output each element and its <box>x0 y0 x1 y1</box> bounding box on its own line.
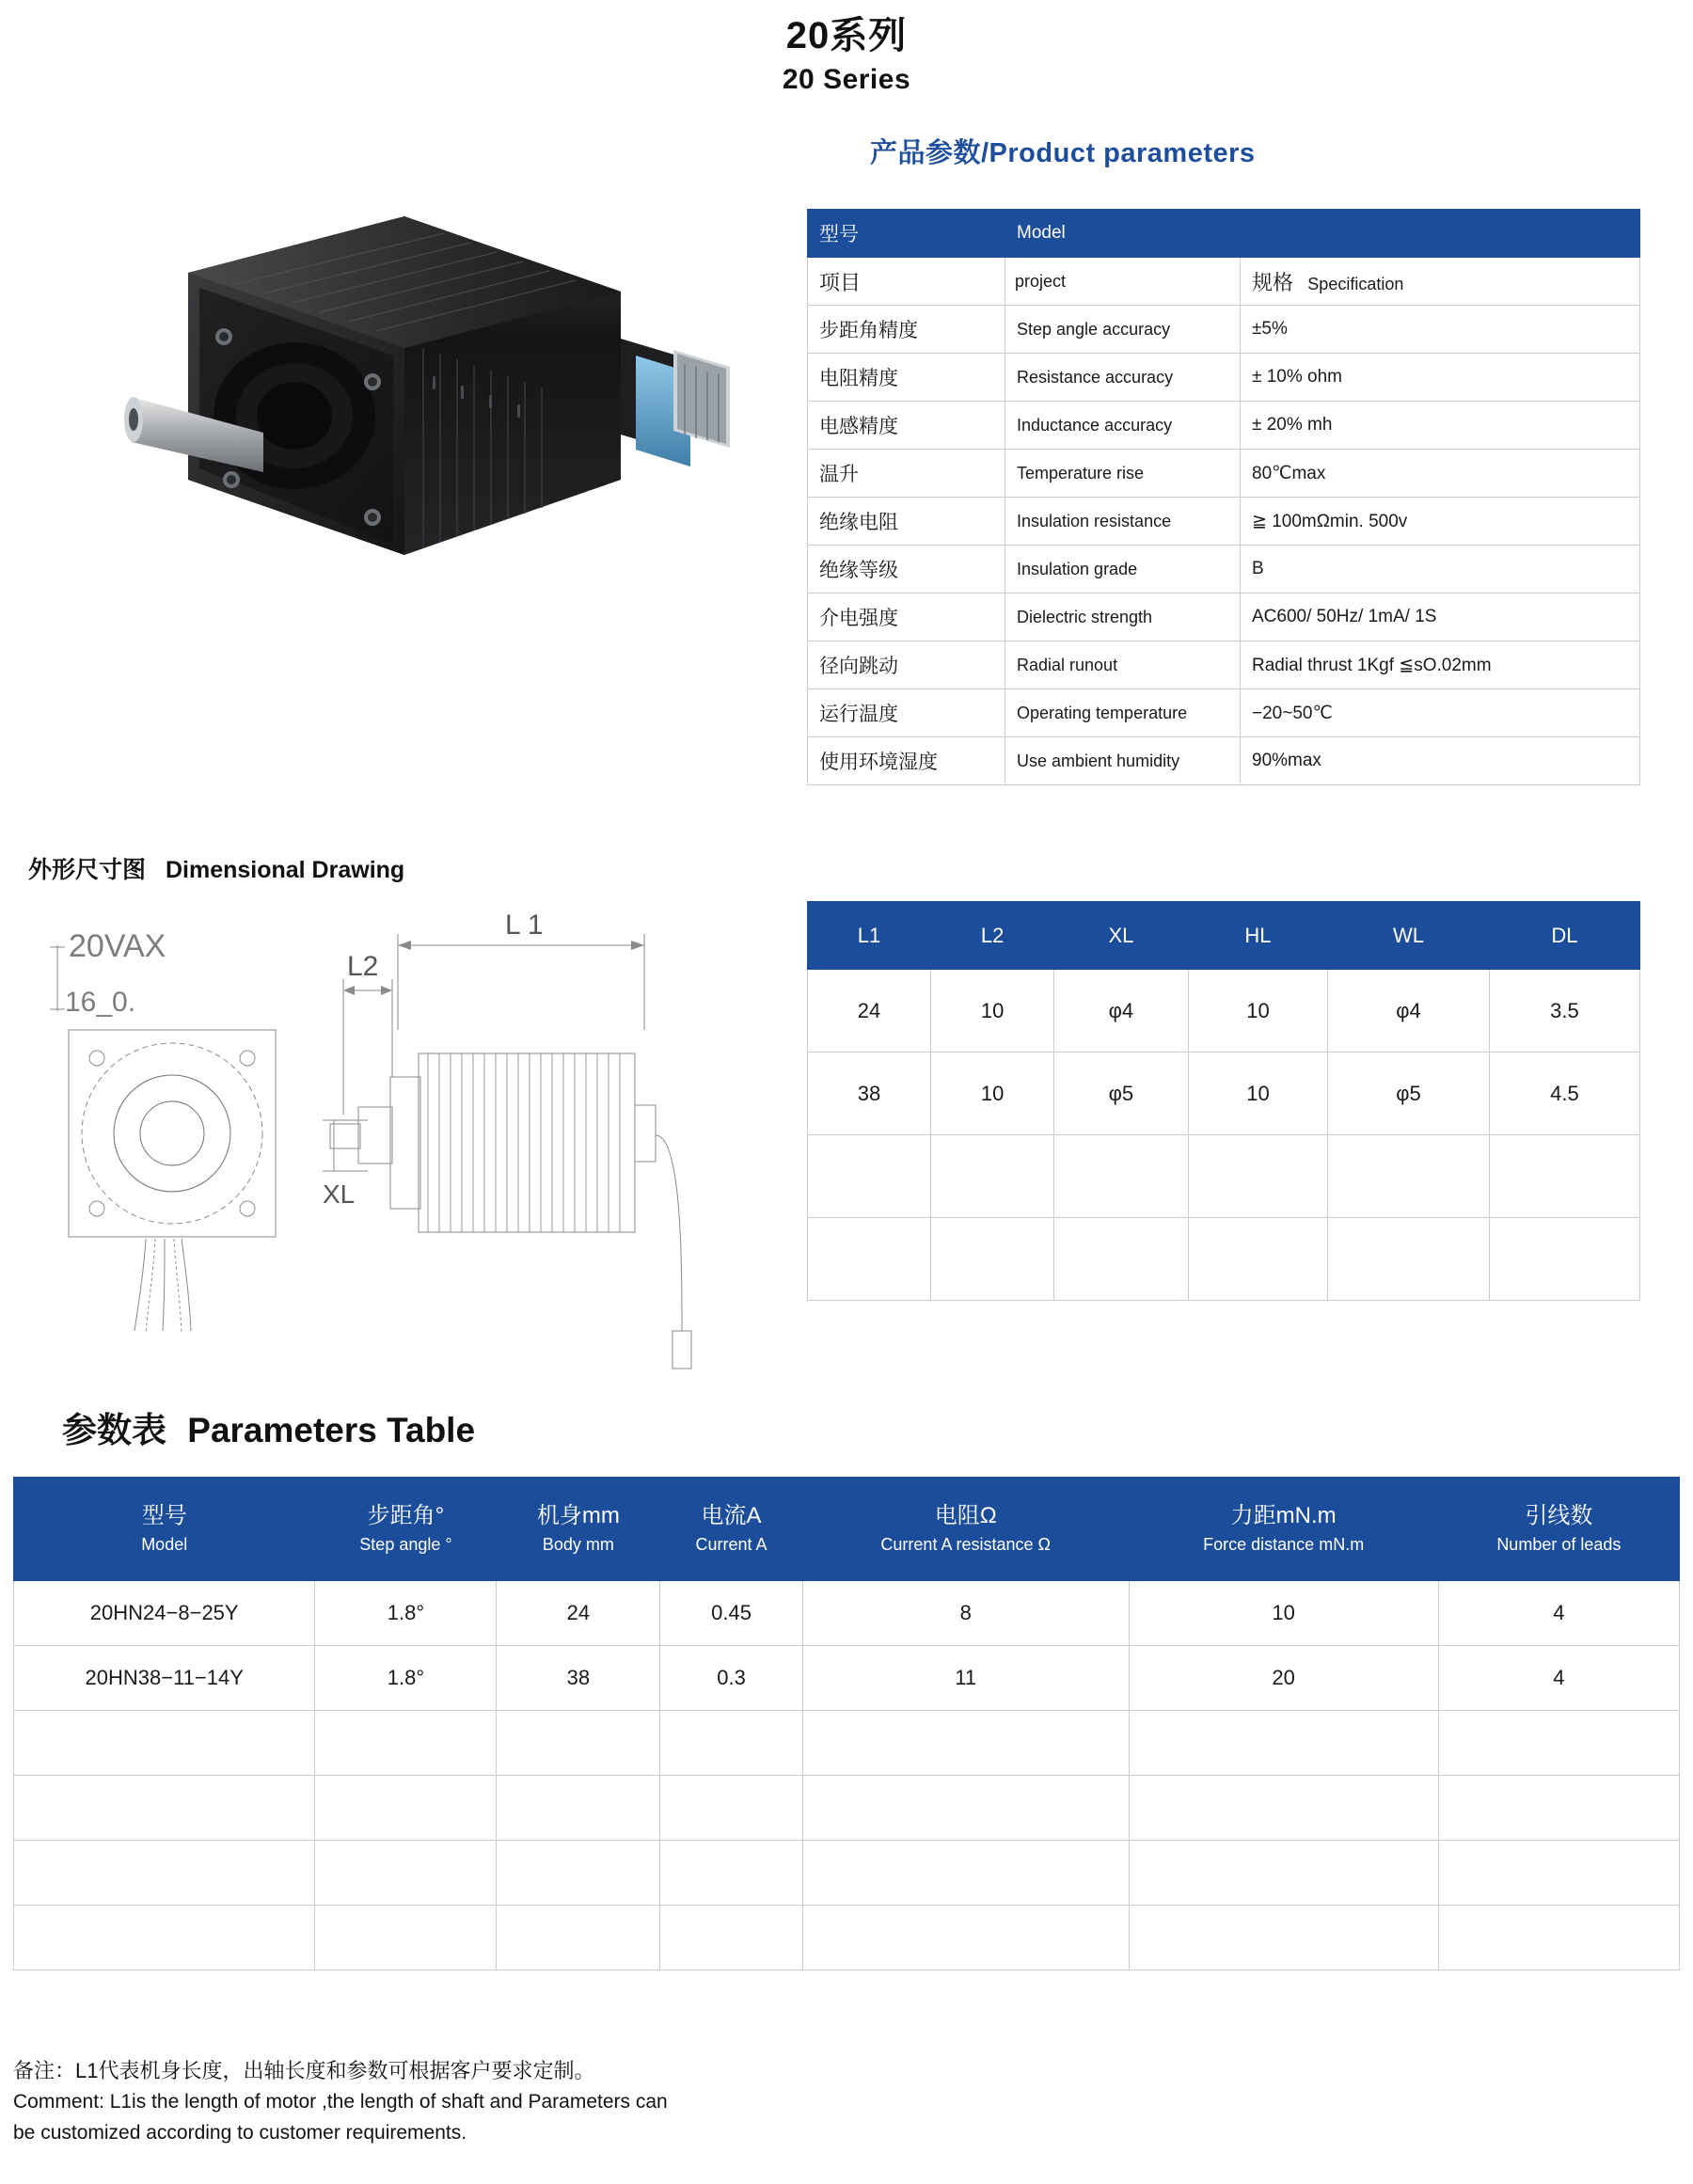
param-header-resistance <box>802 1478 1129 1581</box>
param-r4-c0 <box>14 1841 315 1906</box>
param-header-step-angle-en: Step angle ° <box>359 1534 452 1554</box>
dimensional-drawing <box>24 889 795 1397</box>
dim-r1-c1: 10 <box>931 1052 1054 1135</box>
footer-note-en-line2: be customized according to customer requirements. <box>13 2121 467 2144</box>
param-r4-c6 <box>1438 1841 1679 1906</box>
param-header-leads <box>1438 1478 1679 1581</box>
table-row <box>14 1646 1680 1711</box>
param-header-current-cn: 电流A <box>701 1502 762 1528</box>
param-r1-c5: 20 <box>1129 1646 1438 1711</box>
drawing-label-l1: L 1 <box>505 910 544 941</box>
spec-header-model-cn: 型号 <box>808 210 1005 258</box>
dim-r1-c0: 38 <box>808 1052 931 1135</box>
dim-r3-c1 <box>931 1218 1054 1301</box>
table-row <box>808 593 1640 641</box>
table-row <box>14 1906 1680 1970</box>
spec-row-3-en: Inductance accuracy <box>1005 402 1241 450</box>
param-header-resistance-cn: 电阻Ω <box>934 1502 997 1528</box>
param-r4-c4 <box>802 1841 1129 1906</box>
spec-row-9-value: −20~50℃ <box>1241 689 1640 737</box>
param-r0-c2: 24 <box>497 1581 660 1646</box>
dim-r0-c5: 3.5 <box>1489 970 1639 1052</box>
dim-r0-c4: φ4 <box>1328 970 1490 1052</box>
dim-r2-c1 <box>931 1135 1054 1218</box>
product-photo <box>94 198 809 602</box>
param-r2-c5 <box>1129 1711 1438 1776</box>
param-header-body-en: Body mm <box>542 1534 614 1554</box>
table-row <box>808 1135 1640 1218</box>
param-r0-c5: 10 <box>1129 1581 1438 1646</box>
spec-row-2-cn: 电阻精度 <box>808 354 1005 402</box>
dimension-table <box>807 901 1640 1301</box>
dim-r0-c0: 24 <box>808 970 931 1052</box>
param-r5-c6 <box>1438 1906 1679 1970</box>
param-r1-c4: 11 <box>802 1646 1129 1711</box>
table-row <box>808 498 1640 546</box>
table-row <box>808 1052 1640 1135</box>
spec-row-6-value: B <box>1241 546 1640 593</box>
param-header-step-angle <box>315 1478 497 1581</box>
footer-note <box>13 2055 1236 2148</box>
dim-header-xl: XL <box>1054 902 1189 970</box>
dim-r1-c5: 4.5 <box>1489 1052 1639 1135</box>
param-header-body-cn: 机身mm <box>536 1502 620 1528</box>
dim-r2-c2 <box>1054 1135 1189 1218</box>
dim-r3-c2 <box>1054 1218 1189 1301</box>
param-r1-c3: 0.3 <box>660 1646 803 1711</box>
spec-row-1-cn: 步距角精度 <box>808 306 1005 354</box>
param-r3-c6 <box>1438 1776 1679 1841</box>
dim-r3-c3 <box>1188 1218 1327 1301</box>
spec-header-model-en: Model <box>1005 210 1241 258</box>
param-r2-c3 <box>660 1711 803 1776</box>
dim-r3-c0 <box>808 1218 931 1301</box>
spec-row-8-cn: 径向跳动 <box>808 641 1005 689</box>
param-header-step-angle-cn: 步距角° <box>367 1502 445 1528</box>
table-row <box>808 546 1640 593</box>
drawing-label-front-top: 20VAX <box>69 928 166 964</box>
spec-row-10-value: 90%max <box>1241 737 1640 785</box>
param-r1-c1: 1.8° <box>315 1646 497 1711</box>
dim-r2-c3 <box>1188 1135 1327 1218</box>
param-r1-c6: 4 <box>1438 1646 1679 1711</box>
param-r5-c0 <box>14 1906 315 1970</box>
dim-r2-c0 <box>808 1135 931 1218</box>
spec-row-9-en: Operating temperature <box>1005 689 1241 737</box>
param-header-force-en: Force distance mN.m <box>1203 1534 1365 1554</box>
footer-note-cn: 备注：L1代表机身长度，出轴长度和参数可根据客户要求定制。 <box>13 2059 595 2082</box>
spec-row-4-en: Temperature rise <box>1005 450 1241 498</box>
dimensional-title-cn: 外形尺寸图 <box>28 857 147 883</box>
table-row <box>808 450 1640 498</box>
parameters-title-cn: 参数表 <box>62 1411 166 1449</box>
dimensional-drawing-title <box>28 851 404 885</box>
dim-r0-c1: 10 <box>931 970 1054 1052</box>
dim-header-hl: HL <box>1188 902 1327 970</box>
spec-row-4-value: 80℃max <box>1241 450 1640 498</box>
spec-row-5-cn: 绝缘电阻 <box>808 498 1005 546</box>
dim-r1-c2: φ5 <box>1054 1052 1189 1135</box>
spec-row-5-en: Insulation resistance <box>1005 498 1241 546</box>
table-row <box>14 1711 1680 1776</box>
param-header-model-en: Model <box>141 1534 188 1554</box>
table-row <box>808 689 1640 737</box>
spec-row-7-value: AC600/ 50Hz/ 1mA/ 1S <box>1241 593 1640 641</box>
spec-row-10-en: Use ambient humidity <box>1005 737 1241 785</box>
param-r2-c0 <box>14 1711 315 1776</box>
param-r0-c3: 0.45 <box>660 1581 803 1646</box>
dimensional-title-en: Dimensional Drawing <box>165 857 405 883</box>
dim-r1-c3: 10 <box>1188 1052 1327 1135</box>
spec-row-0-value-cn: 规格 <box>1252 270 1294 294</box>
spec-row-10-cn: 使用环境湿度 <box>808 737 1005 785</box>
parameters-table <box>13 1477 1680 1970</box>
param-header-leads-en: Number of leads <box>1496 1534 1622 1554</box>
param-r3-c5 <box>1129 1776 1438 1841</box>
spec-row-0-value <box>1241 258 1640 306</box>
table-row <box>808 641 1640 689</box>
spec-row-0-cn: 项目 <box>808 258 1005 306</box>
section-heading-product-parameters: 产品参数/Product parameters <box>870 138 1256 168</box>
dim-r2-c4 <box>1328 1135 1490 1218</box>
param-header-body <box>497 1478 660 1581</box>
page-title-cn: 20系列 <box>785 15 908 56</box>
param-r5-c4 <box>802 1906 1129 1970</box>
table-row <box>808 970 1640 1052</box>
table-row <box>808 306 1640 354</box>
table-row <box>808 354 1640 402</box>
stepper-motor-illustration <box>94 198 809 602</box>
dim-header-dl: DL <box>1489 902 1639 970</box>
param-r3-c4 <box>802 1776 1129 1841</box>
spec-header-value <box>1241 210 1640 258</box>
param-header-current-en: Current A <box>695 1534 767 1554</box>
param-r2-c6 <box>1438 1711 1679 1776</box>
spec-row-7-en: Dielectric strength <box>1005 593 1241 641</box>
spec-row-3-cn: 电感精度 <box>808 402 1005 450</box>
dim-header-wl: WL <box>1328 902 1490 970</box>
param-r5-c3 <box>660 1906 803 1970</box>
parameters-title-en: Parameters Table <box>187 1411 476 1449</box>
dim-header-l1: L1 <box>808 902 931 970</box>
param-r0-c0: 20HN24−8−25Y <box>14 1581 315 1646</box>
footer-note-en-line1: Comment: L1is the length of motor ,the length of shaft and Parameters can <box>13 2091 668 2113</box>
param-r4-c2 <box>497 1841 660 1906</box>
spec-row-2-en: Resistance accuracy <box>1005 354 1241 402</box>
parameters-table-body <box>14 1478 1680 1970</box>
param-r1-c2: 38 <box>497 1646 660 1711</box>
param-header-leads-cn: 引线数 <box>1525 1502 1593 1528</box>
param-header-model <box>14 1478 315 1581</box>
specification-table-body <box>808 210 1640 785</box>
param-r4-c1 <box>315 1841 497 1906</box>
table-row <box>808 737 1640 785</box>
spec-row-8-en: Radial runout <box>1005 641 1241 689</box>
spec-row-5-value: ≧ 100mΩmin. 500v <box>1241 498 1640 546</box>
spec-row-8-value: Radial thrust 1Kgf ≦sO.02mm <box>1241 641 1640 689</box>
param-r2-c4 <box>802 1711 1129 1776</box>
param-r3-c3 <box>660 1776 803 1841</box>
spec-row-4-cn: 温升 <box>808 450 1005 498</box>
spec-row-9-cn: 运行温度 <box>808 689 1005 737</box>
spec-row-1-en: Step angle accuracy <box>1005 306 1241 354</box>
drawing-label-l2: L2 <box>347 951 379 982</box>
table-row <box>808 258 1640 306</box>
param-r2-c2 <box>497 1711 660 1776</box>
dim-r1-c4: φ5 <box>1328 1052 1490 1135</box>
dimension-table-header-row <box>808 902 1640 970</box>
specification-table-header-row <box>808 210 1640 258</box>
dimensional-drawing-svg <box>24 889 795 1397</box>
table-row <box>808 1218 1640 1301</box>
drawing-label-xl: XL <box>323 1179 356 1209</box>
param-r5-c1 <box>315 1906 497 1970</box>
dim-r0-c2: φ4 <box>1054 970 1189 1052</box>
dim-header-l2: L2 <box>931 902 1054 970</box>
param-r0-c6: 4 <box>1438 1581 1679 1646</box>
param-r5-c5 <box>1129 1906 1438 1970</box>
spec-row-7-cn: 介电强度 <box>808 593 1005 641</box>
drawing-label-front-sub: 16_0. <box>65 987 136 1018</box>
param-r4-c5 <box>1129 1841 1438 1906</box>
dim-r3-c5 <box>1489 1218 1639 1301</box>
spec-row-1-value: ±5% <box>1241 306 1640 354</box>
param-header-resistance-en: Current A resistance Ω <box>880 1534 1051 1554</box>
spec-row-0-value-en: Specification <box>1307 274 1404 293</box>
table-row <box>808 402 1640 450</box>
table-row <box>14 1776 1680 1841</box>
param-header-model-cn: 型号 <box>141 1502 187 1528</box>
param-r5-c2 <box>497 1906 660 1970</box>
dim-r2-c5 <box>1489 1135 1639 1218</box>
table-row <box>14 1581 1680 1646</box>
param-r3-c1 <box>315 1776 497 1841</box>
param-r1-c0: 20HN38−11−14Y <box>14 1646 315 1711</box>
page-title-en: 20 Series <box>782 64 911 95</box>
spec-row-2-value: ± 10% ohm <box>1241 354 1640 402</box>
param-r4-c3 <box>660 1841 803 1906</box>
specification-table <box>807 209 1640 785</box>
table-row <box>14 1841 1680 1906</box>
page-header <box>0 13 1693 96</box>
param-r0-c4: 8 <box>802 1581 1129 1646</box>
spec-row-0-en: project <box>1005 258 1241 306</box>
dim-r3-c4 <box>1328 1218 1490 1301</box>
param-r2-c1 <box>315 1711 497 1776</box>
param-r3-c2 <box>497 1776 660 1841</box>
spec-row-3-value: ± 20% mh <box>1241 402 1640 450</box>
dimension-table-body <box>808 902 1640 1301</box>
spec-row-6-en: Insulation grade <box>1005 546 1241 593</box>
param-r0-c1: 1.8° <box>315 1581 497 1646</box>
param-header-current <box>660 1478 803 1581</box>
param-header-force-cn: 力距mN.m <box>1230 1502 1337 1528</box>
parameters-table-header-row <box>14 1478 1680 1581</box>
param-r3-c0 <box>14 1776 315 1841</box>
spec-row-6-cn: 绝缘等级 <box>808 546 1005 593</box>
dim-r0-c3: 10 <box>1188 970 1327 1052</box>
parameters-table-title <box>62 1401 475 1452</box>
param-header-force <box>1129 1478 1438 1581</box>
